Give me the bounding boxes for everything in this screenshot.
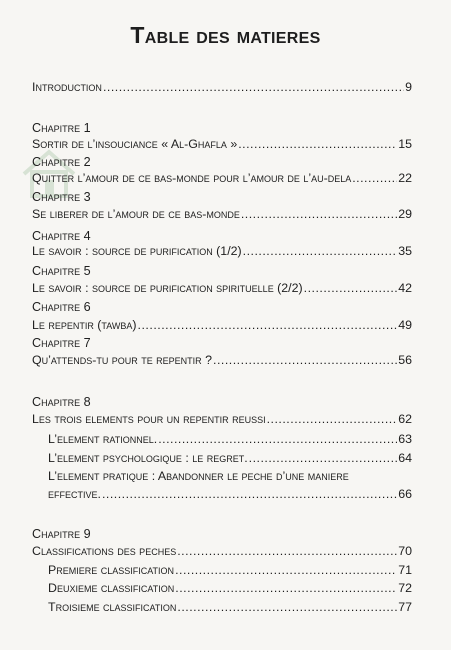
toc-entry-label: Le savoir : source de purification (1/2) xyxy=(32,244,242,258)
toc-entry-label: Qu’attends-tu pour te repentir ? xyxy=(32,353,213,367)
page-number: 9 xyxy=(405,80,412,94)
toc-subentry xyxy=(48,487,412,502)
chapter-heading: Chapitre 4 xyxy=(32,229,91,243)
toc-subentry xyxy=(48,563,412,578)
toc-subentry xyxy=(48,600,412,615)
dot-leader xyxy=(177,600,397,615)
dot-leader xyxy=(158,432,397,447)
dot-leader xyxy=(249,451,398,466)
chapter-heading: Chapitre 9 xyxy=(32,527,91,541)
page-number: 66 xyxy=(398,487,412,501)
toc-entry xyxy=(32,244,412,259)
toc-entry xyxy=(32,207,412,222)
dot-leader xyxy=(241,207,397,222)
toc-entry-label: Quitter l’amour de ce bas-monde pour l’amour de l’au-dela xyxy=(32,171,352,185)
dot-leader xyxy=(238,137,397,152)
dot-leader xyxy=(304,281,398,296)
dot-leader xyxy=(267,412,398,427)
page-number: 62 xyxy=(398,412,412,426)
toc-subentry xyxy=(48,451,412,466)
toc-entry xyxy=(32,353,412,368)
toc-entry-label: Le repentir (tawba) xyxy=(32,318,137,332)
dot-leader xyxy=(103,80,404,95)
chapter-heading: Chapitre 6 xyxy=(32,300,91,314)
page-number: 49 xyxy=(398,318,412,332)
chapter-heading: Chapitre 5 xyxy=(32,264,91,278)
page-number: 72 xyxy=(398,581,412,595)
page-number: 71 xyxy=(398,563,412,577)
page-number: 70 xyxy=(398,544,412,558)
dot-leader xyxy=(102,487,397,502)
page-number: 29 xyxy=(398,207,412,221)
chapter-heading: Chapitre 1 xyxy=(32,121,91,135)
dot-leader xyxy=(175,581,397,596)
toc-subentry-label: L’element psychologique : le regret. xyxy=(48,451,248,465)
dot-leader xyxy=(175,563,397,578)
toc-entry-label: Introduction xyxy=(32,80,102,94)
toc-entry xyxy=(32,171,412,186)
page-number: 63 xyxy=(398,432,412,446)
toc-subentry-label: L’element rationnel. xyxy=(48,432,158,446)
toc-entry-label: Se liberer de l’amour de ce bas-monde xyxy=(32,207,240,221)
page-title: Table des matieres xyxy=(130,22,321,48)
dot-leader xyxy=(352,171,397,186)
toc-entry xyxy=(32,137,412,152)
toc-entry xyxy=(32,544,412,559)
page-number: 64 xyxy=(398,451,412,465)
chapter-heading: Chapitre 8 xyxy=(32,395,91,409)
toc-subentry xyxy=(48,581,412,596)
toc-entry xyxy=(32,412,412,427)
chapter-heading: Chapitre 2 xyxy=(32,155,91,169)
toc-entry xyxy=(32,318,412,333)
toc-subentry-label: Deuxieme classification xyxy=(48,581,175,595)
page-number: 42 xyxy=(398,281,412,295)
toc-entry-introduction xyxy=(32,80,412,95)
dot-leader xyxy=(213,353,397,368)
dot-leader xyxy=(138,318,398,333)
toc-subentry-label-line2: effective. xyxy=(48,487,101,501)
page-number: 22 xyxy=(398,171,412,185)
chapter-heading: Chapitre 7 xyxy=(32,336,91,350)
page-number: 56 xyxy=(398,353,412,367)
page-number: 77 xyxy=(398,600,412,614)
toc-entry xyxy=(32,281,412,296)
toc-entry-label: Classifications des peches xyxy=(32,544,177,558)
toc-entry-label: Le savoir : source de purification spirituelle (2/2) xyxy=(32,281,303,295)
chapter-heading: Chapitre 3 xyxy=(32,190,91,204)
toc-entry-label: Les trois elements pour un repentir reussi xyxy=(32,412,266,426)
toc-entry-label: Sortir de l’insouciance « Al-Ghafla » xyxy=(32,137,238,151)
toc-subentry-label: Premiere classification xyxy=(48,563,175,577)
toc-subentry-label: Troisieme classification xyxy=(48,600,177,614)
toc-subentry-label-line1: L’element pratique : Abandonner le peche d’une maniere xyxy=(48,469,349,483)
page-number: 15 xyxy=(398,137,412,151)
toc-subentry xyxy=(48,432,412,447)
page-number: 35 xyxy=(398,244,412,258)
dot-leader xyxy=(243,244,398,259)
dot-leader xyxy=(177,544,397,559)
